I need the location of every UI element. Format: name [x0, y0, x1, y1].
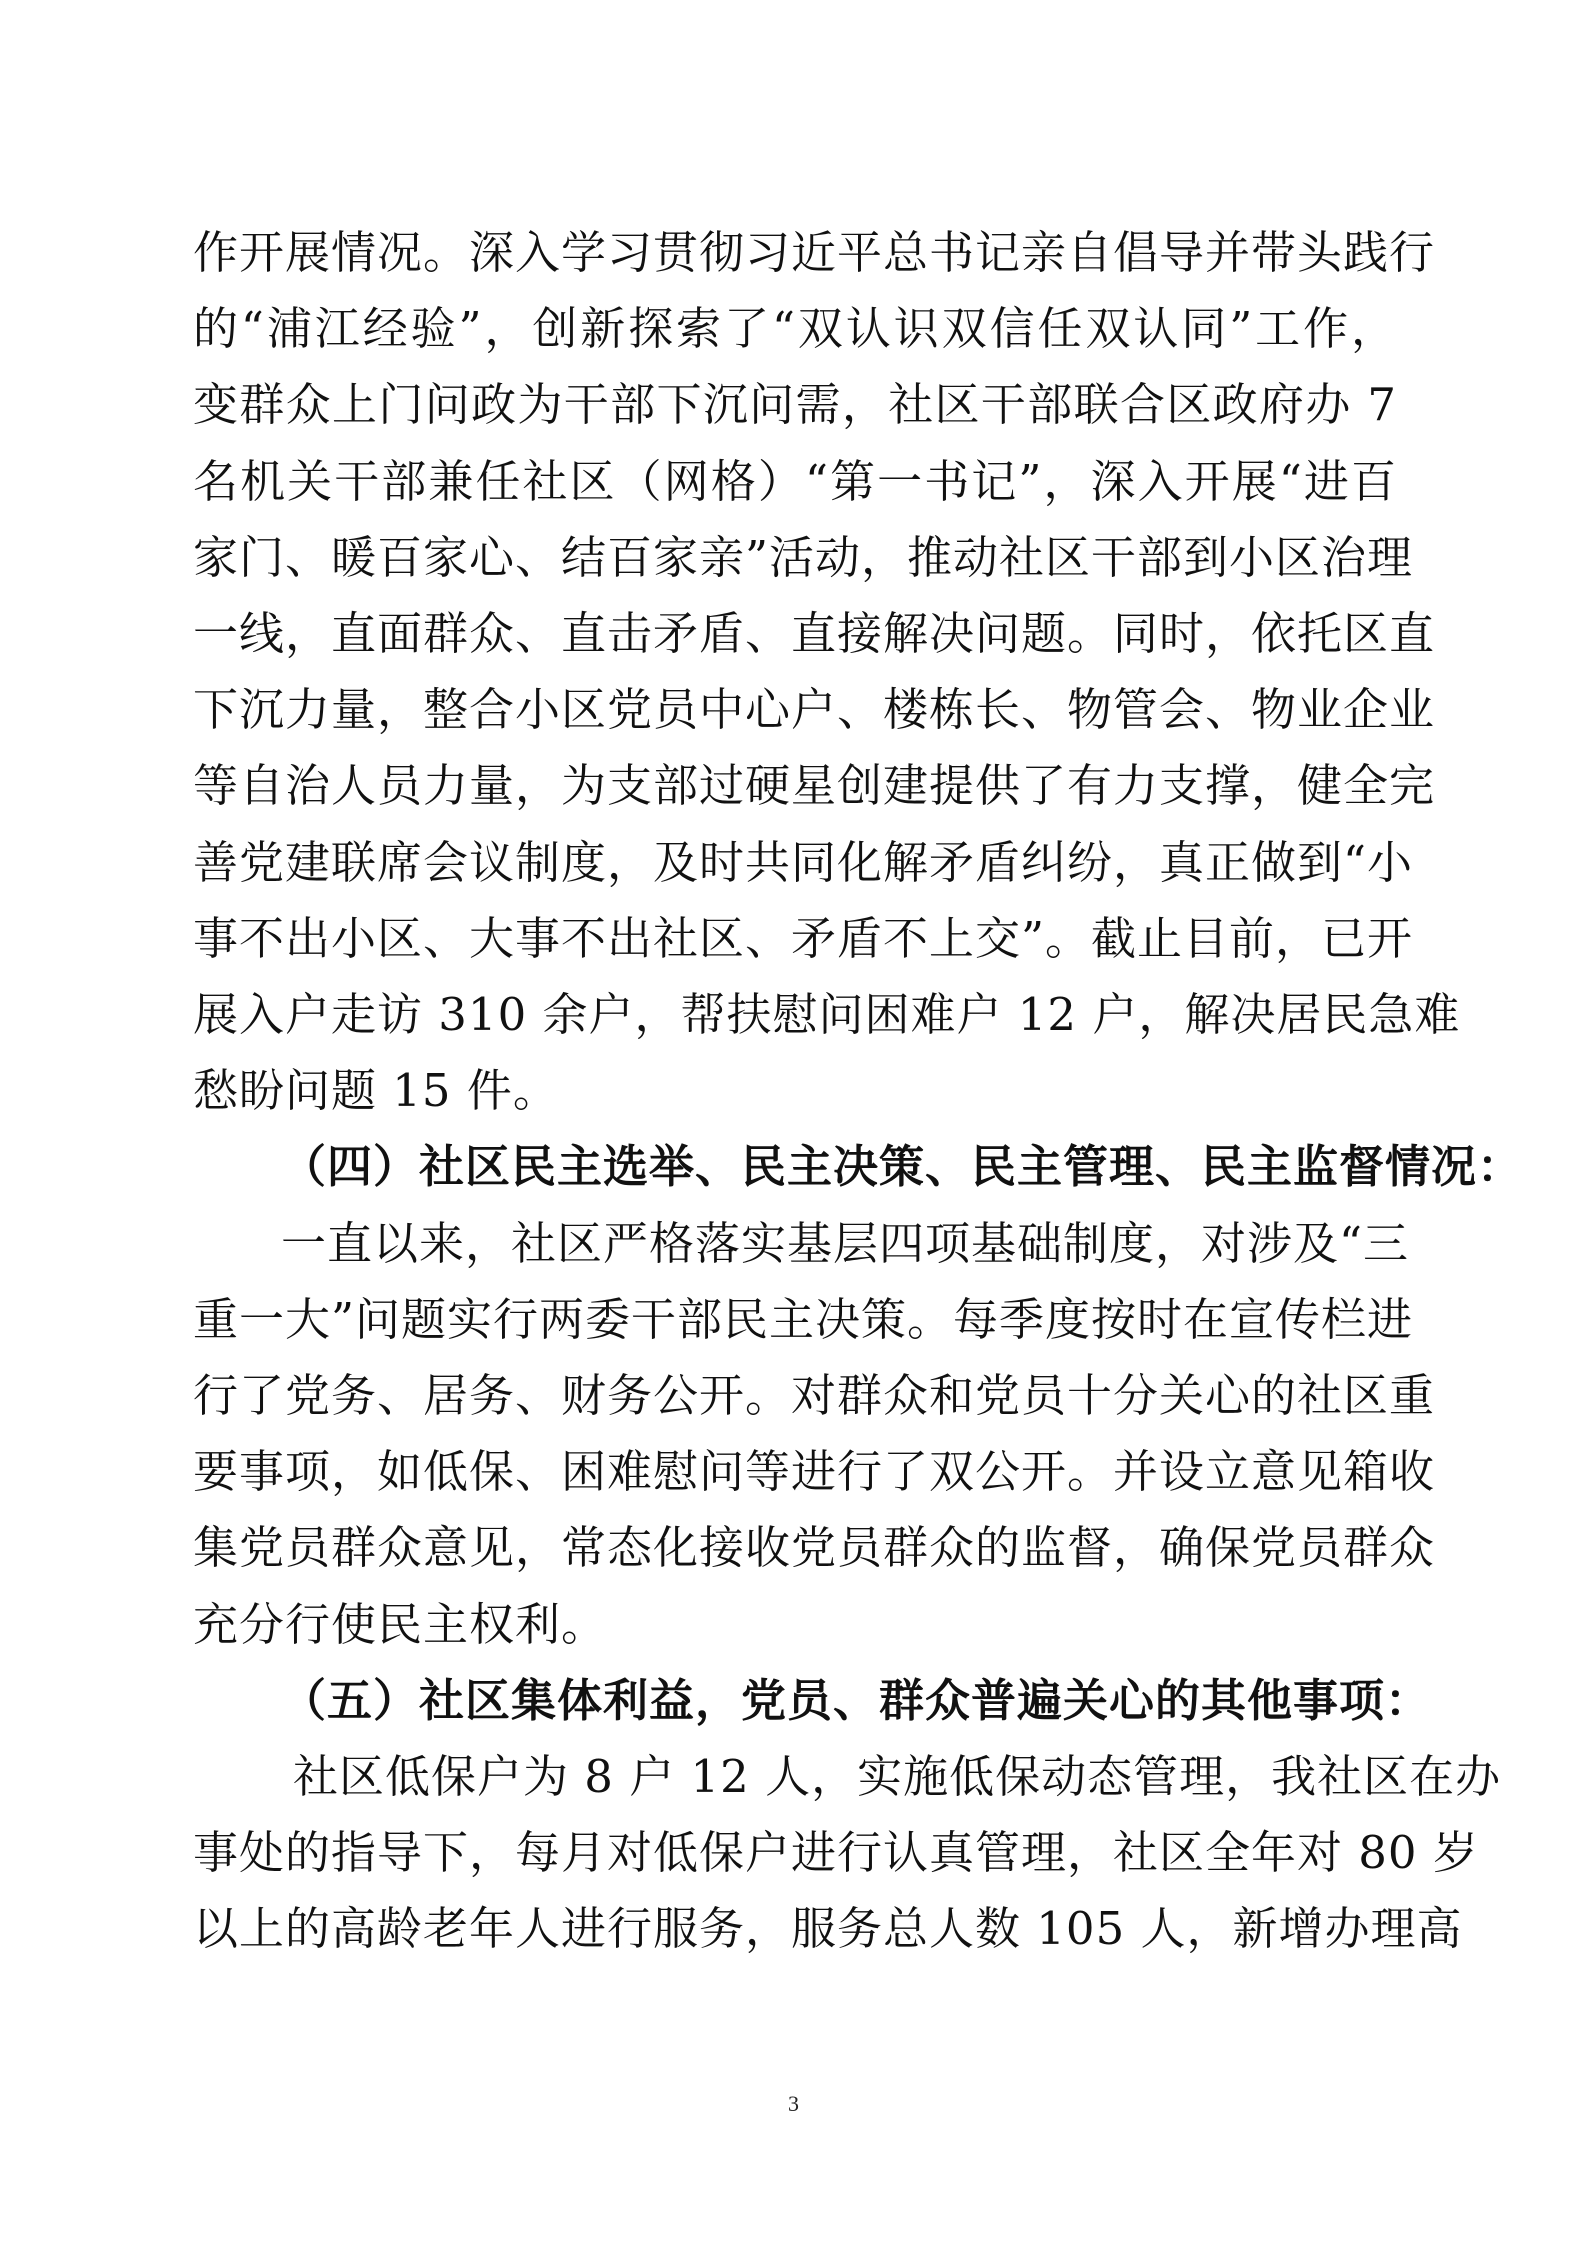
text-line: 要事项，如低保、困难慰问等进行了双公开。并设立意见箱收 — [193, 1445, 1436, 1499]
text-line: 社区低保户为 8 户 12 人，实施低保动态管理，我社区在办 — [293, 1750, 1502, 1803]
section-heading: （四）社区民主选举、民主决策、民主管理、民主监督情况： — [281, 1140, 1524, 1194]
text-line: 一线，直面群众、直击矛盾、直接解决问题。同时，依托区直 — [193, 607, 1436, 660]
text-line: 重一大”问题实行两委干部民主决策。每季度按时在宣传栏进 — [193, 1292, 1414, 1346]
text-line: 下沉力量，整合小区党员中心户、楼栋长、物管会、物业企业 — [193, 683, 1436, 737]
text-line: 行了党务、居务、财务公开。对群众和党员十分关心的社区重 — [193, 1369, 1436, 1422]
text-line: 愁盼问题 15 件。 — [193, 1064, 559, 1118]
text-line: 事处的指导下，每月对低保户进行认真管理，社区全年对 80 岁 — [193, 1826, 1479, 1880]
text-line: 以上的高龄老年人进行服务，服务总人数 105 人，新增办理高 — [193, 1902, 1463, 1956]
page-number: 3 — [788, 2091, 799, 2116]
text-line: 的“浦江经验”，创新探索了“双认识双信任双认同”工作， — [193, 302, 1397, 356]
text-line: 名机关干部兼任社区（网格）“第一书记”，深入开展“进百 — [193, 454, 1397, 508]
text-line: 集党员群众意见，常态化接收党员群众的监督，确保党员群众 — [193, 1521, 1436, 1575]
text-line: 等自治人员力量，为支部过硬星创建提供了有力支撑，健全完 — [193, 759, 1436, 813]
text-line: 充分行使民主权利。 — [193, 1597, 608, 1651]
text-line: 事不出小区、大事不出社区、矛盾不上交”。截止目前，已开 — [193, 911, 1414, 965]
text-line: 家门、暖百家心、结百家亲”活动，推动社区干部到小区治理 — [193, 530, 1414, 584]
text-line: 一直以来，社区严格落实基层四项基础制度，对涉及“三 — [281, 1216, 1410, 1270]
text-line: 善党建联席会议制度，及时共同化解矛盾纠纷，真正做到“小 — [193, 835, 1414, 889]
text-line: 变群众上门问政为干部下沉问需，社区干部联合区政府办 7 — [193, 378, 1397, 432]
section-heading: （五）社区集体利益，党员、群众普遍关心的其他事项： — [281, 1673, 1432, 1727]
text-line: 作开展情况。深入学习贯彻习近平总书记亲自倡导并带头践行 — [193, 226, 1436, 279]
text-line: 展入户走访 310 余户，帮扶慰问困难户 12 户，解决居民急难 — [193, 988, 1461, 1041]
